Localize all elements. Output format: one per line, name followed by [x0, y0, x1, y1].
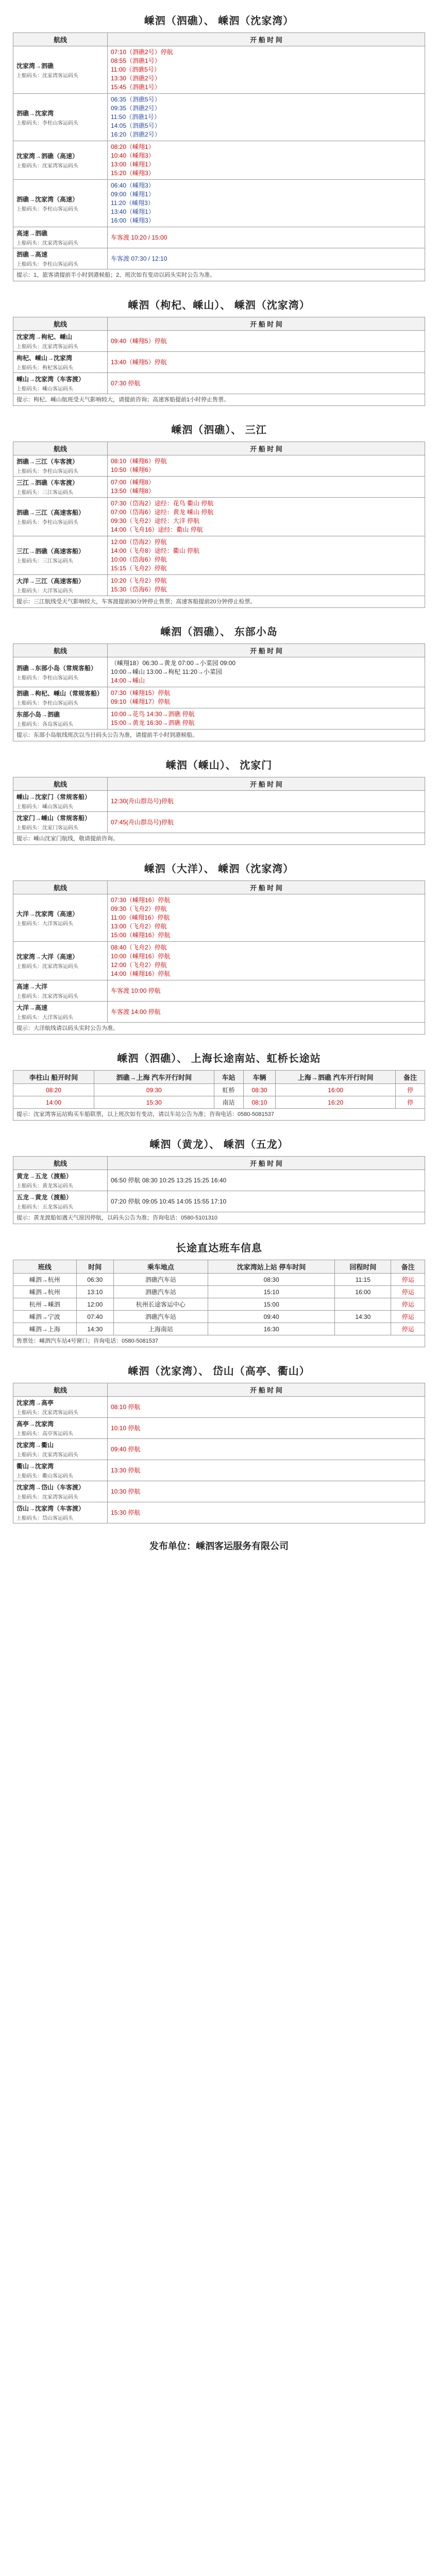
route-pier: 上船码头：高亭客运码头 [16, 1431, 73, 1437]
time-line: 08:55（泗礁1号） [111, 57, 161, 64]
time-line: 07:10（泗礁2号）停航 [111, 48, 173, 56]
table-cell: 15:10 [208, 1286, 334, 1298]
section-title: 嵊泗（黄龙）、 嵊泗（五龙） [149, 1139, 289, 1150]
section-long-distance-bus [13, 1240, 425, 1347]
route-name: 黄龙→五龙（渡船） [16, 1173, 73, 1180]
table-cell: 嵊泗→杭州 [13, 1274, 77, 1286]
table-row [13, 812, 425, 833]
time-line: 07:30（嵊翔15）停航 [111, 689, 171, 697]
table-cell: 14:30 [76, 1323, 113, 1335]
section-note: 提示：黄龙渡船如遇天气原因停航，以码头公告为准；咨询电话：0580-5101310 [13, 1212, 425, 1224]
table-row [13, 687, 425, 708]
time-line: 09:40 停航 [111, 1445, 141, 1453]
header-cell: 乘车地点 [113, 1260, 208, 1274]
header-cell: 车辆 [243, 1071, 276, 1084]
route-name: 大洋→三江（高速客船） [16, 578, 85, 585]
table-cell: 12:00 [76, 1298, 113, 1311]
table-header-row [13, 442, 425, 455]
table-header-row [13, 644, 425, 657]
route-name: 沈家湾→衢山 [16, 1442, 54, 1449]
header-route: 航线 [13, 317, 108, 331]
time-line: 08:10（嵊翔6）停航 [111, 457, 167, 465]
time-line: 08:40（飞舟2）停航 [111, 944, 167, 951]
table-row [13, 141, 425, 180]
route-name: 五龙→黄龙（渡船） [16, 1194, 73, 1201]
table-header-row [13, 1260, 425, 1274]
table-cell: 停运 [391, 1311, 425, 1323]
table-row [13, 1084, 425, 1096]
header-route: 航线 [13, 881, 108, 894]
route-pier: 上船码头：黄龙客运码头 [16, 1183, 73, 1189]
time-line: 13:30 停航 [111, 1466, 141, 1474]
header-time: 开 船 时 间 [108, 442, 425, 455]
section-huanglong-wulong [13, 1136, 425, 1224]
header-route: 航线 [13, 644, 108, 657]
table-cell: 16:00 [276, 1084, 396, 1096]
time-line: 13:00（飞舟2）停航 [111, 923, 167, 930]
table-cell: 08:30 [208, 1274, 334, 1286]
table-row [13, 1170, 425, 1191]
route-name: 沈家湾→大洋（高速） [16, 953, 79, 960]
time-line: 车客渡 14:00 停航 [111, 1008, 161, 1015]
route-name: 沈家湾→泗礁（高速） [16, 152, 79, 160]
section-sijiao-sanjiang [13, 421, 425, 608]
route-name: 沈家湾→枸杞、嵊山 [16, 333, 73, 341]
table-row [13, 1286, 425, 1298]
table-cell: 杭州→嵊泗 [13, 1298, 77, 1311]
time-line: 车客渡 07:30 / 12:10 [111, 255, 167, 262]
section-sijiao-shenjiawan [13, 12, 425, 281]
table-cell [335, 1323, 391, 1335]
time-line: 08:20（嵊翔1） [111, 143, 155, 150]
note-row [13, 269, 425, 281]
table-cell: 15:00 [208, 1298, 334, 1311]
route-pier: 上船码头：衢山客运码头 [16, 1473, 73, 1479]
route-pier: 上船码头：嵊山客运码头 [16, 804, 73, 810]
table-row [13, 942, 425, 980]
timetable [13, 1070, 425, 1121]
route-pier: 上船码头：李柱山客运码头 [16, 469, 78, 474]
time-line: 14:00→嵊山 [111, 677, 145, 684]
table-header-row [13, 881, 425, 894]
route-name: 嵊山→沈家湾（车客渡） [16, 376, 85, 383]
section-title: 嵊泗（泗礁）、 嵊泗（沈家湾） [144, 15, 294, 27]
section-note: 提示：1、旅客请提前半小时到港候船；2、班次如有变动以码头实时公告为准。 [13, 269, 425, 281]
note-row [13, 730, 425, 741]
table-row [13, 331, 425, 352]
timetable [13, 1260, 425, 1347]
time-line: 10:00→花鸟 14:30→泗礁 停航 [111, 710, 195, 718]
time-line: 07:30 停航 [111, 379, 141, 387]
time-line: 09:40（嵊翔5）停航 [111, 337, 167, 345]
header-cell: 泗礁→上海 汽车开行时间 [94, 1071, 214, 1084]
route-name: 东部小岛→泗礁 [16, 711, 60, 718]
header-cell: 车站 [214, 1071, 243, 1084]
time-line: 车客渡 10:20 / 15:00 [111, 233, 167, 241]
table-header-row [13, 1157, 425, 1170]
header-time: 开 船 时 间 [108, 1157, 425, 1170]
time-line: 15:20（嵊翔3） [111, 170, 155, 177]
route-pier: 上船码头：大洋客运码头 [16, 921, 73, 927]
table-cell: 09:40 [208, 1311, 334, 1323]
time-line: 07:30（嵊翔16）停航 [111, 896, 171, 904]
time-line: 10:00（嵊翔16）停航 [111, 953, 171, 960]
route-pier: 上船码头：沈家湾客运码头 [16, 1452, 78, 1458]
route-name: 大洋→沈家湾（高速） [16, 910, 79, 918]
header-route: 航线 [13, 33, 108, 46]
table-cell: 07:40 [76, 1311, 113, 1323]
time-line: 13:30（泗礁2号） [111, 75, 161, 82]
route-name: 泗礁→东部小岛（常规客船） [16, 664, 97, 672]
table-cell: 南站 [214, 1096, 243, 1109]
table-row [13, 657, 425, 687]
time-line: 14:05（泗礁5号） [111, 122, 161, 129]
time-line: （嵊翔18）06:30→黄龙 07:00→小菜园 09:00 [111, 659, 236, 667]
route-pier: 上船码头：李柱山客运码头 [16, 701, 78, 706]
time-line: 16:00（嵊翔3） [111, 217, 155, 224]
route-pier: 上船码头：沈家湾客运码头 [16, 1410, 78, 1416]
route-pier: 上船码头：大洋客运码头 [16, 588, 73, 594]
table-row [13, 227, 425, 248]
section-note: 售票处：嵊泗汽车站4号窗口；咨询电话：0580-5081537 [13, 1335, 425, 1347]
table-row [13, 894, 425, 942]
table-row [13, 248, 425, 269]
route-name: 衢山→沈家湾 [16, 1463, 54, 1470]
route-pier: 上船码头：李柱山客运码头 [16, 120, 78, 126]
route-pier: 上船码头：李柱山客运码头 [16, 675, 78, 681]
table-row [13, 980, 425, 1002]
header-time: 开 船 时 间 [108, 777, 425, 791]
route-name: 高速→大洋 [16, 983, 48, 990]
header-time: 开 船 时 间 [108, 1383, 425, 1397]
table-cell: 泗礁汽车站 [113, 1286, 208, 1298]
table-cell: 嵊泗→杭州 [13, 1286, 77, 1298]
header-route: 航线 [13, 777, 108, 791]
route-name: 泗礁→三江（高速客船） [16, 509, 85, 516]
time-line: 09:00（嵊翔1） [111, 191, 155, 198]
route-pier: 上船码头：沈家湾客运码头 [16, 163, 78, 169]
table-cell: 停 [396, 1084, 425, 1096]
time-line: 09:35（泗礁2号） [111, 105, 161, 112]
route-pier: 上船码头：三江客运码头 [16, 558, 73, 564]
table-row [13, 477, 425, 498]
route-pier: 上船码头：沈家湾客运码头 [16, 994, 78, 999]
route-name: 三江→泗礁（车客渡） [16, 479, 79, 486]
time-line: 07:30（岱海2）途经：花鸟 衢山 停航 [111, 500, 214, 507]
time-line: 11:00（嵊翔16）停航 [111, 914, 170, 921]
timetable [13, 880, 425, 1035]
time-line: 14:00（嵊翔16）停航 [111, 970, 171, 977]
time-line: 08:10 停航 [111, 1403, 141, 1411]
section-daishan-qushan [13, 1363, 425, 1523]
route-pier: 上船码头：五龙客运码头 [16, 1205, 73, 1210]
table-row [13, 708, 425, 730]
section-title: 嵊泗（泗礁）、 上海长途南站、虹桥长途站 [117, 1053, 321, 1064]
table-cell: 14:30 [335, 1311, 391, 1323]
table-cell: 06:30 [76, 1274, 113, 1286]
table-row [13, 575, 425, 596]
table-cell: 14:00 [13, 1096, 94, 1109]
table-row [13, 498, 425, 536]
time-line: 12:00（飞舟2）停航 [111, 961, 167, 969]
table-row [13, 352, 425, 373]
route-name: 泗礁→枸杞、嵊山（常规客船） [16, 690, 104, 697]
table-row [13, 94, 425, 141]
time-line: 13:00（嵊翔1） [111, 161, 155, 168]
table-row [13, 1439, 425, 1460]
section-note: 提示：沈家湾客运站购买车船联票，以上班次如有变动，请以车站公告为准；咨询电话：0580-5081537 [13, 1109, 425, 1121]
route-name: 高亭→沈家湾 [16, 1420, 54, 1428]
table-cell: 13:10 [76, 1286, 113, 1298]
table-row [13, 1274, 425, 1286]
route-pier: 上船码头：李柱山客运码头 [16, 262, 78, 267]
table-cell: 嵊泗→上海 [13, 1323, 77, 1335]
time-line: 10:00（岱海6）停航 [111, 556, 167, 563]
table-cell: 上海南站 [113, 1323, 208, 1335]
table-row [13, 536, 425, 575]
route-pier: 上船码头：沈家门客运码头 [16, 825, 78, 831]
note-row [13, 1109, 425, 1121]
table-row [13, 1397, 425, 1418]
table-cell: 16:30 [208, 1323, 334, 1335]
time-line: 14:00（飞舟8）途经：衢山 停航 [111, 547, 200, 554]
section-note: 提示：枸杞、嵊山航班受天气影响较大，请提前咨询；高速客船提前1小时停止售票。 [13, 394, 425, 406]
section-shengshan-shenjiamen [13, 757, 425, 845]
time-line: 11:00（泗礁5号） [111, 66, 160, 73]
time-line: 12:00（岱海2）停航 [111, 538, 167, 546]
section-note: 提示：嵊山沈家门航线，敬请提前咨询。 [13, 833, 425, 845]
time-line: 09:30（飞舟2）途经：大洋 停航 [111, 517, 200, 524]
header-cell: 上海→泗礁 汽车开行时间 [276, 1071, 396, 1084]
table-cell: 嵊泗→宁波 [13, 1311, 77, 1323]
section-title: 嵊泗（泗礁）、 东部小岛 [160, 626, 278, 638]
table-cell: 停运 [391, 1274, 425, 1286]
time-line: 07:20 停航 09:05 10:45 14:05 15:55 17:10 [111, 1197, 227, 1205]
route-name: 沈家门→嵊山（常规客船） [16, 815, 91, 822]
time-line: 09:10（嵊翔17）停航 [111, 698, 171, 705]
time-line: 15:30 停航 [111, 1509, 141, 1516]
table-row [13, 1418, 425, 1439]
time-line: 14:00（飞舟16）途经：衢山 停航 [111, 526, 203, 533]
time-line: 15:30（岱海6）停航 [111, 586, 167, 593]
route-pier: 上船码头：枸杞客运码头 [16, 365, 73, 371]
section-note: 提示：三江航线受天气影响较大，车客渡提前30分钟停止售票；高速客船提前20分钟停止检票。 [13, 596, 425, 608]
route-pier: 上船码头：三江客运码头 [16, 490, 73, 496]
header-cell: 备注 [396, 1071, 425, 1084]
table-row [13, 1311, 425, 1323]
table-row [13, 1323, 425, 1335]
table-row [13, 1502, 425, 1523]
table-header-row [13, 1071, 425, 1084]
table-row [13, 1298, 425, 1311]
route-name: 高速→泗礁 [16, 230, 48, 237]
table-row [13, 1481, 425, 1502]
table-row [13, 373, 425, 394]
time-line: 13:40（嵊翔5）停航 [111, 358, 167, 366]
time-line: 12:30(舟山群岛号)停航 [111, 797, 174, 805]
route-name: 三江→泗礁（高速客船） [16, 548, 85, 555]
route-pier: 上船码头：岱山客运码头 [16, 1516, 73, 1521]
table-cell: 停 [396, 1096, 425, 1109]
route-pier: 上船码头：沈家湾客运码头 [16, 1495, 78, 1500]
time-line: 07:00（嵊翔8） [111, 479, 155, 486]
note-row [13, 394, 425, 406]
route-name: 岱山→沈家湾（车客渡） [16, 1505, 85, 1512]
route-name: 大洋→高速 [16, 1004, 48, 1011]
section-note: 提示：大洋航线请以码头实时公告为准。 [13, 1023, 425, 1035]
note-row [13, 1335, 425, 1347]
route-name: 沈家湾→泗礁 [16, 62, 54, 70]
section-title: 嵊泗（沈家湾）、 岱山（高亭、衢山） [128, 1366, 310, 1377]
time-line: 07:00（岱海6）途经：黄龙 嵊山 停航 [111, 509, 214, 516]
route-pier: 上船码头：沈家湾客运码头 [16, 73, 78, 79]
timetable [13, 1156, 425, 1224]
note-row [13, 1212, 425, 1224]
table-cell: 11:15 [335, 1274, 391, 1286]
section-east-islands [13, 623, 425, 741]
header-time: 开 船 时 间 [108, 881, 425, 894]
time-line: 06:50 停航 08:30 10:25 13:25 15:25 16:40 [111, 1176, 227, 1184]
time-line: 10:40（嵊翔3） [111, 152, 155, 159]
time-line: 10:00→嵊山 13:00→枸杞 11:20→小菜园 [111, 668, 222, 675]
route-name: 泗礁→高速 [16, 251, 48, 258]
section-gouqi-shengshan [13, 297, 425, 406]
section-title: 嵊泗（大洋）、 嵊泗（沈家湾） [144, 863, 294, 875]
table-row [13, 1460, 425, 1481]
header-cell: 班线 [13, 1260, 77, 1274]
time-line: 15:45（泗礁1号） [111, 83, 161, 91]
route-name: 枸杞、嵊山→沈家湾 [16, 354, 73, 362]
table-row [13, 46, 425, 94]
route-pier: 上船码头：沈家湾客运码头 [16, 241, 78, 246]
table-cell: 停运 [391, 1323, 425, 1335]
route-pier: 上船码头：李柱山客运码头 [16, 520, 78, 526]
route-pier: 上船码头：各岛客运码头 [16, 722, 73, 727]
table-row [13, 455, 425, 477]
table-cell: 15:30 [94, 1096, 214, 1109]
section-title: 嵊泗（泗礁）、 三江 [171, 425, 267, 436]
route-pier: 上船码头：大洋客运码头 [16, 1015, 73, 1021]
time-line: 15:15（飞舟2）停航 [111, 565, 167, 572]
table-cell: 16:20 [276, 1096, 396, 1109]
route-name: 嵊山→沈家门（常规客船） [16, 793, 91, 801]
table-cell: 泗礁汽车站 [113, 1274, 208, 1286]
route-name: 沈家湾→岱山（车客渡） [16, 1484, 85, 1491]
time-line: 16:20（泗礁2号） [111, 131, 161, 138]
table-cell: 停运 [391, 1298, 425, 1311]
time-line: 10:20（飞舟2）停航 [111, 577, 167, 584]
route-name: 泗礁→三江（车客渡） [16, 458, 79, 465]
route-pier: 上船码头：沈家湾客运码头 [16, 344, 78, 350]
table-row [13, 1191, 425, 1212]
table-row [13, 180, 425, 227]
time-line: 07:45(舟山群岛号)停航 [111, 818, 174, 826]
time-line: 13:40（嵊翔1） [111, 208, 155, 215]
timetable [13, 643, 425, 741]
note-row [13, 1023, 425, 1035]
time-line: 15:00（嵊翔16）停航 [111, 931, 171, 939]
time-line: 09:30（飞舟2）停航 [111, 905, 167, 912]
table-cell: 09:30 [94, 1084, 214, 1096]
header-route: 航线 [13, 1383, 108, 1397]
timetable [13, 317, 425, 406]
time-line: 10:50（嵊翔6） [111, 466, 155, 473]
timetable [13, 442, 425, 608]
table-header-row [13, 777, 425, 791]
table-cell: 08:30 [243, 1084, 276, 1096]
route-pier: 上船码头：李柱山客运码头 [16, 206, 78, 212]
note-row [13, 833, 425, 845]
table-header-row [13, 1383, 425, 1397]
table-row [13, 791, 425, 812]
section-note: 提示：东部小岛航线班次以当日码头公告为准，请提前半小时到港候船。 [13, 730, 425, 741]
table-cell [335, 1298, 391, 1311]
table-cell: 停运 [391, 1286, 425, 1298]
header-cell: 沈家湾站上站 停车时间 [208, 1260, 334, 1274]
header-route: 航线 [13, 442, 108, 455]
header-time: 开 船 时 间 [108, 33, 425, 46]
table-cell: 16:00 [335, 1286, 391, 1298]
timetable [13, 1383, 425, 1523]
route-pier: 上船码头：嵊山客运码头 [16, 386, 73, 392]
header-time: 开 船 时 间 [108, 644, 425, 657]
time-line: 车客渡 10:00 停航 [111, 987, 161, 994]
section-title: 嵊泗（嵊山）、 沈家门 [165, 760, 273, 771]
section-title: 嵊泗（枸杞、嵊山）、 嵊泗（沈家湾） [128, 300, 310, 311]
header-cell: 备注 [391, 1260, 425, 1274]
timetable [13, 777, 425, 845]
table-header-row [13, 317, 425, 331]
table-cell: 08:20 [13, 1084, 94, 1096]
route-name: 泗礁→沈家湾 [16, 109, 54, 117]
time-line: 06:40（嵊翔3） [111, 182, 155, 189]
table-cell: 杭州长途客运中心 [113, 1298, 208, 1311]
note-row [13, 596, 425, 608]
header-route: 航线 [13, 1157, 108, 1170]
time-line: 10:10 停航 [111, 1424, 141, 1432]
table-cell: 08:10 [243, 1096, 276, 1109]
section-title: 长途直达班车信息 [176, 1243, 262, 1254]
time-line: 11:50（泗礁1号） [111, 113, 160, 121]
table-row [13, 1096, 425, 1109]
time-line: 06:35（泗礁5号） [111, 96, 161, 103]
time-line: 13:50（嵊翔8） [111, 487, 155, 495]
table-cell: 虹桥 [214, 1084, 243, 1096]
table-header-row [13, 33, 425, 46]
header-cell: 李柱山 船开时间 [13, 1071, 94, 1084]
table-row [13, 1002, 425, 1023]
header-time: 开 船 时 间 [108, 317, 425, 331]
publisher-footer: 发布单位：嵊泗客运服务有限公司 [149, 1541, 289, 1551]
time-line: 11:20（嵊翔3） [111, 199, 154, 207]
header-cell: 回程时间 [335, 1260, 391, 1274]
route-name: 沈家湾→高亭 [16, 1399, 54, 1406]
section-dayang-shenjiawan [13, 860, 425, 1035]
time-line: 10:30 停航 [111, 1487, 141, 1495]
header-cell: 时间 [76, 1260, 113, 1274]
timetable [13, 32, 425, 281]
section-shanghai-bus [13, 1050, 425, 1121]
time-line: 15:00→黄龙 16:30→泗礁 停航 [111, 719, 195, 726]
route-pier: 上船码头：沈家湾客运码头 [16, 964, 78, 970]
route-name: 泗礁→沈家湾（高速） [16, 195, 79, 203]
table-cell: 泗礁汽车站 [113, 1311, 208, 1323]
